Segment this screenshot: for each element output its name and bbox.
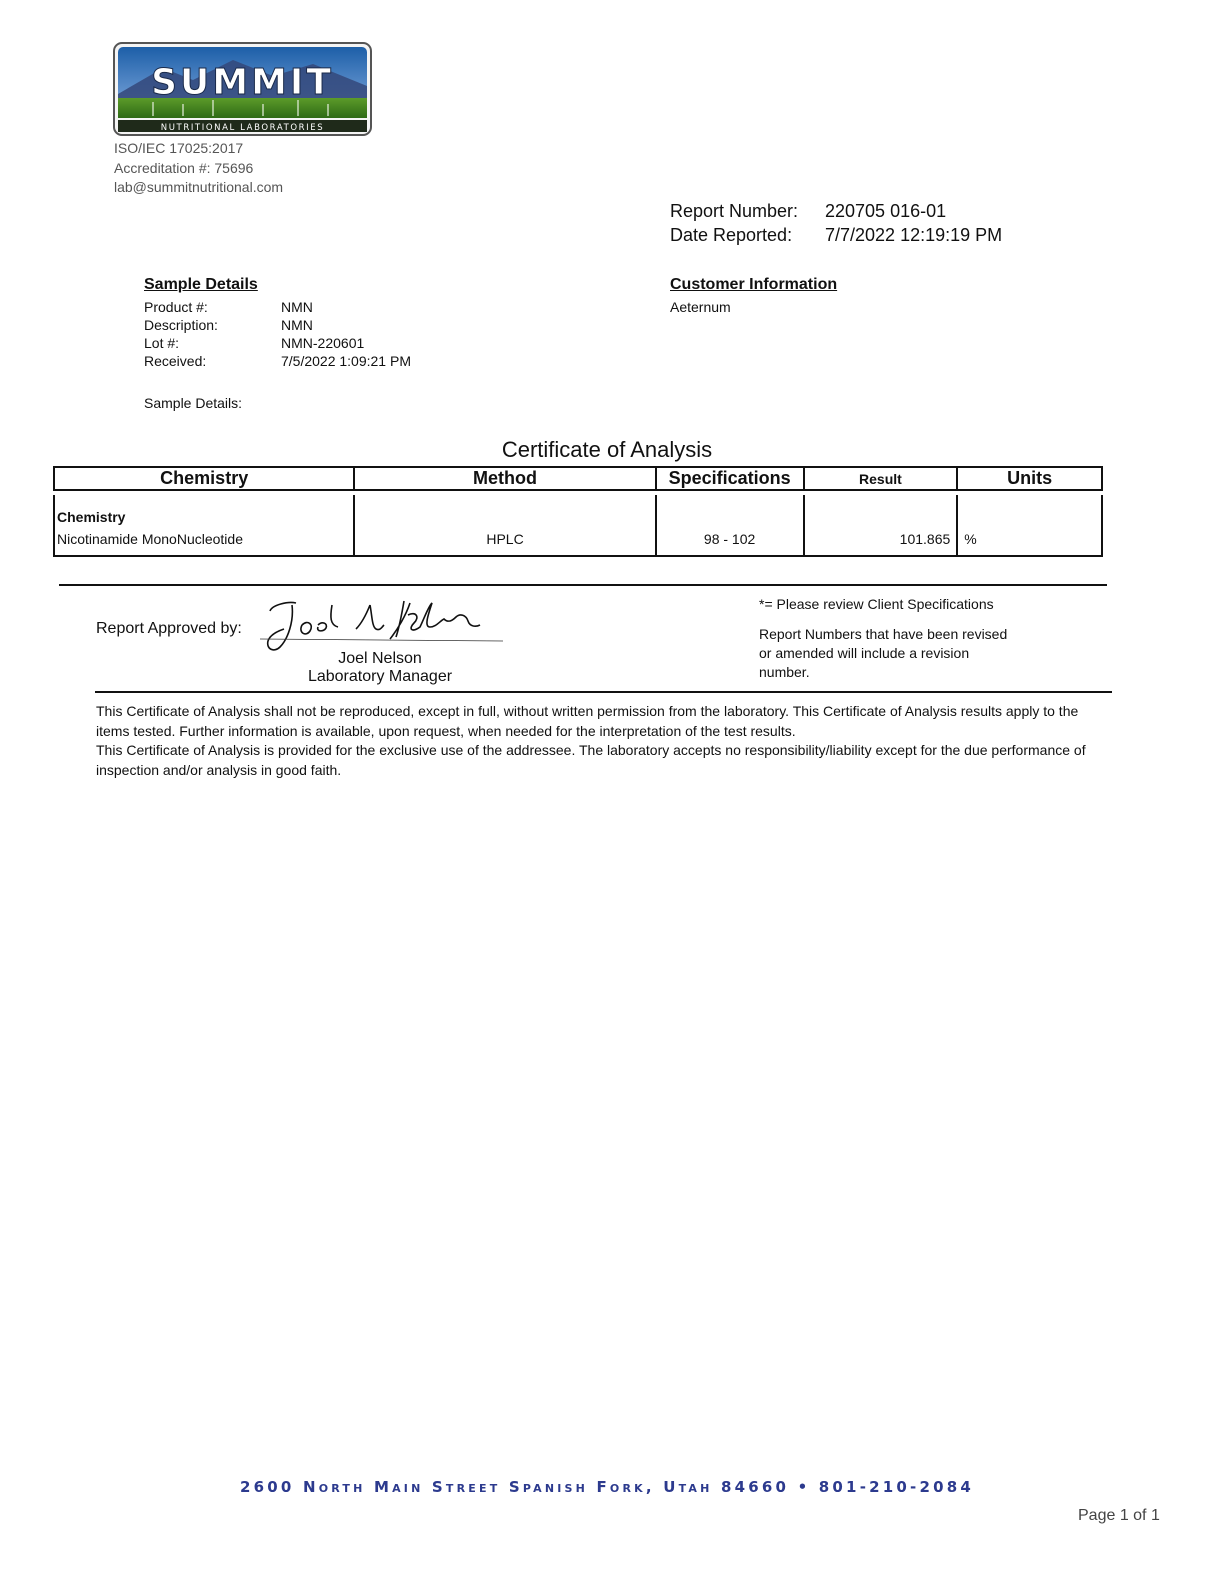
divider xyxy=(95,691,1112,693)
logo-subtext: NUTRITIONAL LABORATORIES xyxy=(160,123,325,133)
approver-name: Joel Nelson xyxy=(338,650,422,667)
disclaimer-paragraph: This Certificate of Analysis shall not be reproduced, except in full, without written permission from the laboratory. This Certificate of Analysis results apply to the items tested. Further information is available, upon request, when needed for the interpretation of the test results. xyxy=(96,703,1079,739)
sample-details xyxy=(144,276,411,370)
column-header-method: Method xyxy=(354,467,655,490)
revision-note: Report Numbers that have been revised or amended will include a revision number. xyxy=(759,626,1008,680)
table-header-row xyxy=(54,467,1102,490)
page-number: Page 1 of 1 xyxy=(1078,1507,1160,1524)
disclaimer xyxy=(96,702,1096,780)
lot-label: Lot #: xyxy=(144,335,180,351)
sample-details-heading: Sample Details xyxy=(144,276,258,293)
approved-by-label: Report Approved by: xyxy=(96,620,242,637)
approver xyxy=(280,650,480,686)
customer-name: Aeternum xyxy=(670,299,731,315)
analysis-table xyxy=(53,466,1103,557)
column-header-result: Result xyxy=(804,467,958,490)
lab-meta xyxy=(114,139,283,198)
report-number-label: Report Number: xyxy=(670,201,799,221)
sample-details-note-label: Sample Details: xyxy=(144,395,243,411)
product-value: NMN xyxy=(281,299,313,315)
accreditation-number: Accreditation #: 75696 xyxy=(114,159,254,176)
description-label: Description: xyxy=(144,317,218,333)
units-cell: % xyxy=(957,495,1102,556)
product-label: Product #: xyxy=(144,299,208,315)
approver-title: Laboratory Manager xyxy=(307,668,453,685)
certificate-title: Certificate of Analysis xyxy=(501,437,713,462)
column-header-chemistry: Chemistry xyxy=(54,467,354,490)
lot-value: NMN-220601 xyxy=(281,335,365,351)
specification-cell: 98 - 102 xyxy=(656,495,804,556)
result-cell: 101.865 xyxy=(804,495,958,556)
date-reported: 7/7/2022 12:19:19 PM xyxy=(825,225,1003,245)
logo-text: SUMMIT xyxy=(151,62,334,103)
description-value: NMN xyxy=(281,317,313,333)
method-cell: HPLC xyxy=(354,495,655,556)
client-spec-note: *= Please review Client Specifications xyxy=(759,596,994,612)
lab-email[interactable]: lab@summitnutritional.com xyxy=(114,179,284,195)
report-number: 220705 016-01 xyxy=(825,201,947,221)
summit-logo xyxy=(113,42,372,136)
date-reported-label: Date Reported: xyxy=(670,225,793,245)
analyte-group: Chemistry xyxy=(57,509,126,525)
analyte-name: Nicotinamide MonoNucleotide xyxy=(57,531,243,547)
signature-image xyxy=(258,595,508,657)
disclaimer-paragraph: This Certificate of Analysis is provided for the exclusive use of the addressee. The laboratory accepts no responsibility/liability except for the due performance of inspection and/or analysis in good faith. xyxy=(96,742,1086,778)
report-notes xyxy=(759,595,1009,682)
received-value: 7/5/2022 1:09:21 PM xyxy=(281,353,411,369)
customer-info-heading: Customer Information xyxy=(670,276,838,293)
table-row xyxy=(54,495,1102,556)
divider xyxy=(59,584,1107,586)
footer-address: 2600 North Main Street Spanish Fork, Utah 84660 • 801-210-2084 xyxy=(239,1478,974,1496)
report-info xyxy=(670,199,1002,247)
received-label: Received: xyxy=(144,353,207,369)
customer-information xyxy=(670,276,837,316)
column-header-specifications: Specifications xyxy=(656,467,804,490)
column-header-units: Units xyxy=(957,467,1102,490)
iso-standard: ISO/IEC 17025:2017 xyxy=(114,140,244,156)
